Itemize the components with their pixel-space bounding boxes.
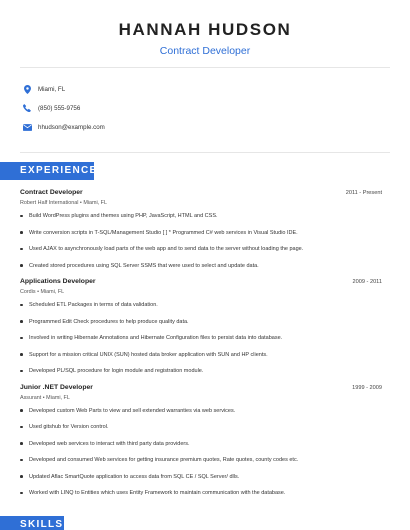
- job-bullet: Created stored procedures using SQL Server SSMS that were used to select and update data.: [20, 262, 382, 270]
- job-title: Applications Developer: [20, 278, 96, 285]
- location-text: Miami, FL: [38, 85, 66, 93]
- contact-phone: [20, 99, 105, 117]
- job-company: Robert Half International • Miami, FL: [20, 200, 107, 206]
- job-bullet: Developed web services to interact with third party data providers.: [20, 440, 382, 448]
- job-bullet: Updated Aflac SmartQuote application to access data from SQL CE / SQL Server/ dlls.: [20, 473, 382, 481]
- job-title: Contract Developer: [20, 189, 83, 196]
- phone-icon: [20, 101, 34, 115]
- candidate-title: Contract Developer: [159, 45, 251, 57]
- map-pin-icon: [20, 82, 34, 96]
- header-divider: [20, 67, 390, 68]
- job-dates: 1999 - 2009: [352, 384, 382, 391]
- job-bullet: Support for a mission critical UNIX (SUN) hosted data broker application with SUN and HP clients.: [20, 351, 382, 359]
- job-company: Cordis • Miami, FL: [20, 289, 65, 295]
- job-bullet: Involved in writing Hibernate Annotations and Hibernate Configuration files to persist data into database.: [20, 334, 382, 342]
- job-title: Junior .NET Developer: [20, 383, 93, 391]
- section-heading-skills: SKILLS: [0, 516, 64, 530]
- envelope-icon: [20, 120, 34, 134]
- job-bullet: Developed custom Web Parts to view and sell extended warranties via web services.: [20, 407, 382, 415]
- contact-email: [20, 118, 105, 136]
- job-entry: [20, 384, 382, 498]
- contact-info: [20, 80, 105, 137]
- job-entry: [20, 278, 382, 375]
- candidate-name: HANNAH HUDSON: [118, 20, 292, 39]
- phone-text: (850) 555-9756: [38, 104, 81, 112]
- job-bullet: Developed PL/SQL procedure for login module and registration module.: [20, 367, 382, 375]
- job-bullet: Programmed Edit Check procedures to help produce quality data.: [20, 318, 382, 326]
- contact-location: [20, 80, 105, 98]
- contact-divider: [20, 152, 390, 153]
- job-bullet: Scheduled ETL Packages in terms of data validation.: [20, 301, 382, 309]
- job-bullet: Write conversion scripts in T-SQL/Management Studio [ ] * Programmed C# web services in Visual Studio IDE.: [20, 229, 382, 237]
- section-heading-experience: EXPERIENCE: [0, 162, 94, 180]
- job-dates: 2011 - Present: [345, 190, 382, 196]
- job-bullet: Developed and consumed Web services for getting insurance premium quotes, Rate quotes, county codes etc.: [20, 456, 382, 464]
- job-bullet: Used AJAX to asynchronously load parts of the web app and to send data to the server without loading the page.: [20, 245, 382, 253]
- job-bullet: Build WordPress plugins and themes using PHP, JavaScript, HTML and CSS.: [20, 212, 382, 220]
- job-entry: [20, 189, 382, 270]
- job-dates: 2009 - 2011: [352, 279, 382, 285]
- job-company: Assurant • Miami, FL: [20, 394, 70, 401]
- job-bullet: Used gitshub for Version control.: [20, 423, 382, 431]
- email-text: hhudson@example.com: [38, 123, 105, 131]
- job-bullet: Worked with LINQ to Entities which uses Entity Framework to maintain communication with the database.: [20, 489, 382, 497]
- experience-list: [20, 189, 382, 506]
- resume-header: [0, 0, 410, 58]
